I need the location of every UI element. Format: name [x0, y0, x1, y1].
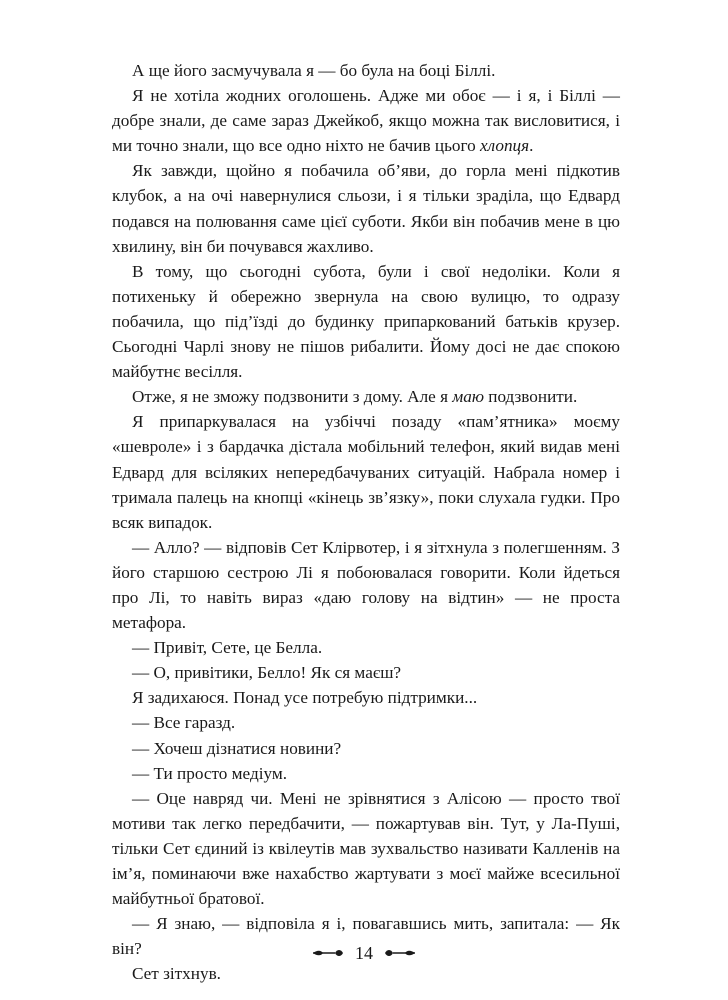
paragraph	[112, 384, 620, 409]
italic-text-run: хлопця	[480, 136, 530, 156]
text-run: — Ти просто медіум.	[132, 763, 288, 783]
text-run: подзвонити.	[483, 387, 578, 407]
paragraph	[112, 158, 620, 258]
text-run: — О, привітики, Белло! Як ся маєш?	[132, 663, 402, 683]
text-run: В тому, що сьогодні субота, були і свої недоліки. Коли я потихеньку й обережно звернула на свою вулицю, то одразу побачила, що під’їзді до будинку припаркований батьків крузер. Сьогодні Чарлі знову не пішов рибалити. Йому досі не дає спокою майбутнє весілля.	[112, 261, 620, 382]
paragraph	[112, 786, 620, 911]
text-run: Сет зітхнув.	[132, 964, 221, 984]
text-run: Як завжди, щойно я побачила об’яви, до горла мені підкотив клубок, а на очі навернулися сльози, і я тільки зраділа, що Едвард подався на полювання саме цієї суботи. Якби він побачив мене в цю хвилину, він би почувався жахливо.	[112, 161, 620, 256]
text-run: — Я знаю, — відповіла я і, повагавшись мить, запитала: — Як він?	[112, 914, 620, 959]
paragraph	[112, 685, 620, 710]
text-run: Я не хотіла жодних оголошень. Адже ми обоє — і я, і Біллі — добре знали, де саме зараз Джейкоб, якщо можна так висловитися, і ми точно знали, що все одно ніхто не бачив цього	[112, 86, 620, 156]
paragraph	[112, 409, 620, 534]
paragraph	[112, 58, 620, 83]
book-page-body	[112, 58, 620, 986]
text-run: А ще його засмучувала я — бо була на боці Біллі.	[132, 61, 496, 80]
text-run: — Хочеш дізнатися новини?	[132, 738, 342, 758]
italic-text-run: маю	[452, 387, 484, 407]
ornament-right-icon	[383, 947, 417, 959]
text-run: — Привіт, Сете, це Белла.	[132, 638, 323, 658]
paragraph	[112, 761, 620, 786]
text-run: — Алло? — відповів Сет Клірвотер, і я зітхнула з полегшенням. З його старшою сестрою Лі я побоювалася говорити. Коли йдеться про Лі, то навіть вираз «даю голову на відтин» — не проста метафора.	[112, 537, 620, 633]
paragraph	[112, 259, 620, 384]
paragraph	[112, 635, 620, 660]
text-run: .	[529, 136, 534, 156]
text-run: Я задихаюся. Понад усе потребую підтримки...	[132, 688, 478, 708]
page-number: 14	[355, 943, 373, 963]
paragraph	[112, 535, 620, 635]
text-run: — Оце навряд чи. Мені не зрівнятися з Алісою — просто твої мотиви так легко передбачити, — пожартував він. Тут, у Ла-Пуші, тільки Сет єдиний із квілеутів мав зухвальство називати Калленів на ім’я, поминаючи вже нахабство жартувати з моєї майже всесильної майбутньої братової.	[112, 788, 620, 909]
paragraph	[112, 83, 620, 158]
paragraph	[112, 710, 620, 735]
text-run: Отже, я не зможу подзвонити з дому. Але я	[132, 387, 453, 407]
paragraph	[112, 736, 620, 761]
paragraph	[112, 660, 620, 685]
text-run: Я припаркувалася на узбіччі позаду «пам’ятника» моєму «шевроле» і з бардачка дістала мобільний телефон, який видав мені Едвард для всіляких непередбачуваних ситуацій. Набрала номер і тримала палець на кнопці «кінець зв’язку», поки слухала гудки. Про всяк випадок.	[112, 412, 620, 532]
ornament-left-icon	[311, 947, 345, 959]
paragraph	[112, 961, 620, 986]
text-run: — Все гаразд.	[132, 713, 236, 733]
page-footer	[0, 943, 728, 963]
